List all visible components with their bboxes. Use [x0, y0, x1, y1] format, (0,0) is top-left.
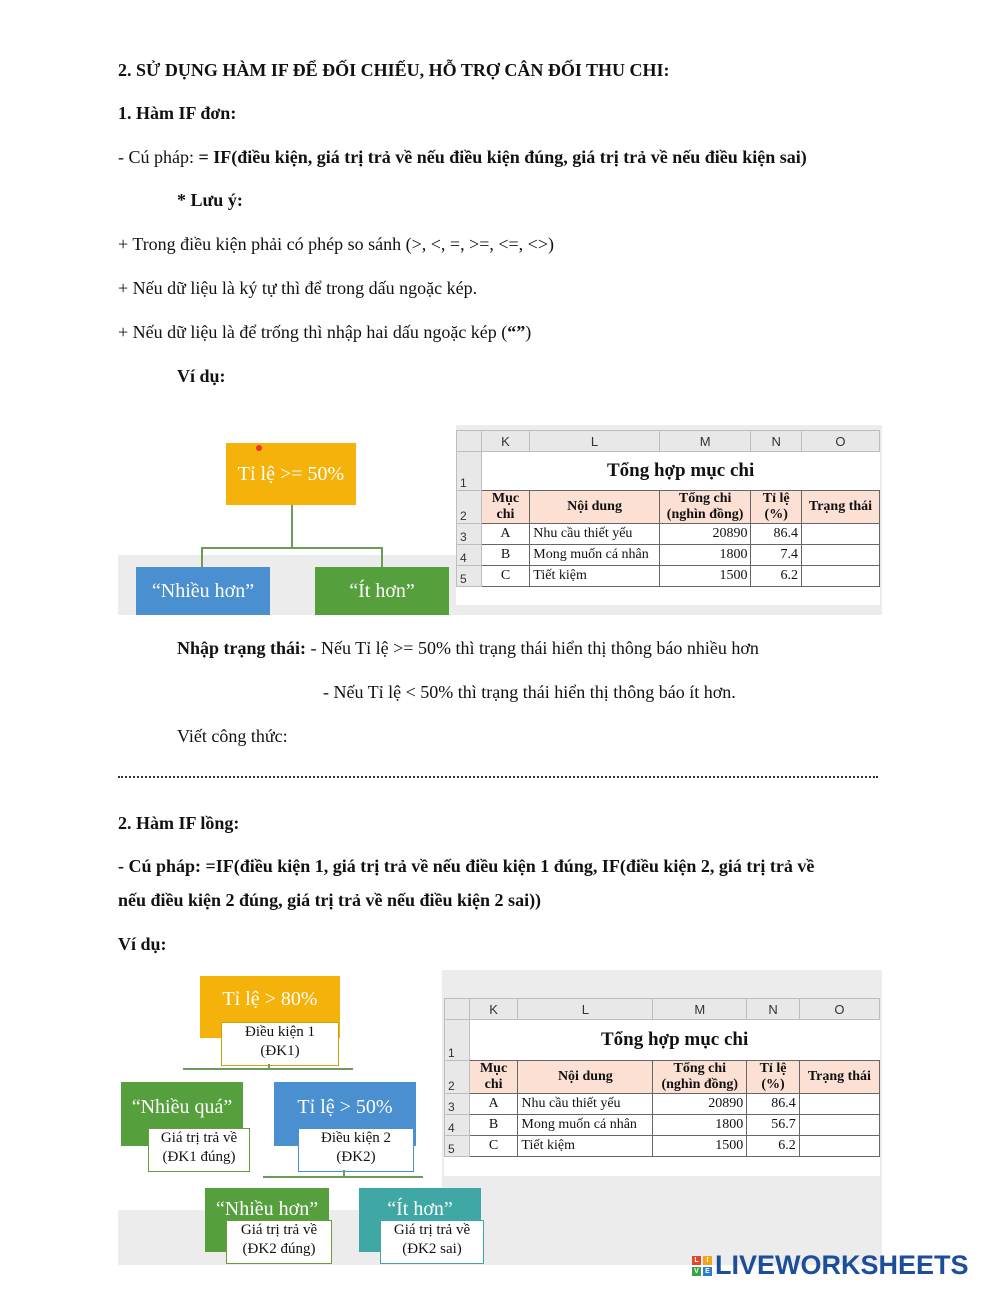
logo-badge-letter: V	[692, 1267, 701, 1276]
table-header-row	[445, 1061, 880, 1094]
table-header-row	[457, 491, 880, 524]
title-row	[445, 1020, 880, 1061]
section2-syntax-line2: nếu điều kiện 2 đúng, giá trị trả về nếu điều kiện 2 sai))	[118, 890, 542, 910]
header-cell[interactable]: Trạng thái	[801, 491, 879, 524]
section2-syntax-line1: - Cú pháp: =IF(điều kiện 1, giá trị trả về nếu điều kiện 1 đúng, IF(điều kiện 2, giá trị trả về	[118, 856, 815, 876]
title-row	[457, 452, 880, 491]
row-number: 3	[445, 1094, 470, 1115]
note-line: Giá trị trả về	[393, 1222, 471, 1238]
cell[interactable]: 1500	[653, 1136, 747, 1157]
table-row	[445, 1136, 880, 1157]
cell[interactable]: 7.4	[751, 545, 801, 566]
condition2-box: Tỉ lệ > 50%	[274, 1082, 416, 1146]
cursor-dot	[256, 445, 262, 451]
note-title: * Lưu ý:	[177, 190, 243, 210]
header-cell[interactable]: Trạng thái	[799, 1061, 879, 1094]
input-rule-1: - Nếu Tỉ lệ >= 50% thì trạng thái hiển thị thông báo nhiều hơn	[306, 638, 759, 658]
header-cell[interactable]: Mục chi	[481, 491, 530, 524]
connector	[201, 547, 383, 549]
cell[interactable]: 86.4	[751, 524, 801, 545]
formula-label: Viết công thức:	[177, 726, 288, 746]
cell[interactable]: B	[481, 545, 530, 566]
logo-text: LIVEWORKSHEETS	[715, 1250, 969, 1280]
cell[interactable]: A	[469, 1094, 518, 1115]
row-number: 1	[457, 452, 482, 491]
syntax-prefix: - Cú pháp:	[118, 147, 199, 167]
section1-title: 1. Hàm IF đơn:	[118, 103, 237, 123]
header-cell[interactable]: Nội dung	[530, 491, 660, 524]
cell[interactable]: A	[481, 524, 530, 545]
example1-image	[118, 425, 882, 615]
header-cell[interactable]: Mục chi	[469, 1061, 518, 1094]
cell[interactable]: 6.2	[747, 1136, 800, 1157]
connector	[183, 1068, 353, 1070]
syntax-formula: = IF(điều kiện, giá trị trả về nếu điều kiện đúng, giá trị trả về nếu điều kiện sai)	[198, 147, 807, 167]
spreadsheet	[444, 998, 880, 1176]
note-text-end: )	[525, 322, 532, 342]
header-cell[interactable]: Tỉ lệ (%)	[751, 491, 801, 524]
note-line: Điều kiện 1	[245, 1024, 315, 1040]
result-more-note	[226, 1220, 332, 1264]
status-cell[interactable]	[801, 566, 879, 587]
condition2-note	[298, 1128, 414, 1172]
row-number: 5	[445, 1136, 470, 1157]
note-line: (ĐK2 sai)	[402, 1241, 462, 1257]
header-cell[interactable]: Tổng chi (nghìn đồng)	[653, 1061, 747, 1094]
result-more-box: “Nhiều hơn”	[205, 1188, 329, 1252]
cell[interactable]: 20890	[653, 1094, 747, 1115]
status-cell[interactable]	[799, 1115, 879, 1136]
condition1-box: Tỉ lệ > 80%	[200, 976, 340, 1038]
table-row	[457, 545, 880, 566]
connector	[263, 1176, 423, 1178]
status-cell[interactable]	[799, 1136, 879, 1157]
logo-badge-letter: L	[692, 1256, 701, 1265]
logo-badge-letter: I	[703, 1256, 712, 1265]
answer-blank-line[interactable]	[118, 772, 878, 778]
status-cell[interactable]	[799, 1094, 879, 1115]
cell[interactable]: 1800	[659, 545, 751, 566]
col-header[interactable]: L	[530, 431, 660, 452]
cell[interactable]: Mong muốn cá nhân	[518, 1115, 653, 1136]
result-less-box: “Ít hơn”	[359, 1188, 481, 1252]
row-number: 1	[445, 1020, 470, 1061]
status-cell[interactable]	[801, 524, 879, 545]
page-heading: 2. SỬ DỤNG HÀM IF ĐỂ ĐỐI CHIẾU, HỖ TRỢ CÂN ĐỐI THU CHI:	[118, 60, 670, 80]
row-number: 4	[445, 1115, 470, 1136]
col-header[interactable]: N	[747, 999, 800, 1020]
cell[interactable]: 1800	[653, 1115, 747, 1136]
logo-badge-letter: E	[703, 1267, 712, 1276]
row-number: 2	[457, 491, 482, 524]
cell[interactable]: B	[469, 1115, 518, 1136]
table-row	[445, 1094, 880, 1115]
connector	[201, 547, 203, 567]
input-label: Nhập trạng thái:	[177, 638, 307, 658]
cell[interactable]: Tiết kiệm	[518, 1136, 653, 1157]
row-number: 5	[457, 566, 482, 587]
note-line: Giá trị trả về	[240, 1222, 318, 1238]
cell[interactable]: 56.7	[747, 1115, 800, 1136]
row-number: 2	[445, 1061, 470, 1094]
result-many-box: “Nhiều quá”	[121, 1082, 243, 1146]
col-header[interactable]: N	[751, 431, 801, 452]
header-cell[interactable]: Nội dung	[518, 1061, 653, 1094]
liveworksheets-logo	[692, 1250, 969, 1281]
example2-image	[118, 970, 882, 1265]
header-cell[interactable]: Tỉ lệ (%)	[747, 1061, 800, 1094]
section1-syntax	[118, 147, 807, 168]
cell[interactable]: 6.2	[751, 566, 801, 587]
section2-title: 2. Hàm IF lồng:	[118, 813, 240, 833]
cell[interactable]: Nhu cầu thiết yếu	[518, 1094, 653, 1115]
result-false-box: “Ít hơn”	[315, 567, 449, 615]
result-true-box: “Nhiều hơn”	[136, 567, 270, 615]
condition1-note	[221, 1022, 339, 1066]
note-text: + Nếu dữ liệu là để trống thì nhập hai dấu ngoặc kép (	[118, 322, 508, 342]
note-line: (ĐK1 đúng)	[162, 1149, 236, 1165]
note-line: (ĐK2 đúng)	[242, 1241, 316, 1257]
example-label: Ví dụ:	[177, 366, 226, 386]
header-cell[interactable]: Tổng chi (nghìn đồng)	[659, 491, 751, 524]
status-cell[interactable]	[801, 545, 879, 566]
cell[interactable]: Mong muốn cá nhân	[530, 545, 660, 566]
result-less-note	[380, 1220, 484, 1264]
sheet-title[interactable]: Tổng hợp mục chi	[601, 1029, 749, 1050]
cell[interactable]: Nhu cầu thiết yếu	[530, 524, 660, 545]
column-header-row	[457, 431, 880, 452]
col-header[interactable]: O	[801, 431, 879, 452]
spreadsheet	[456, 430, 880, 605]
col-header[interactable]: M	[659, 431, 751, 452]
col-header[interactable]: L	[518, 999, 653, 1020]
col-header[interactable]: M	[653, 999, 747, 1020]
col-header[interactable]: K	[481, 431, 530, 452]
table-row	[457, 566, 880, 587]
logo-icon	[692, 1256, 712, 1276]
note-line: (ĐK2)	[336, 1149, 376, 1165]
column-header-row	[445, 999, 880, 1020]
table-row	[457, 524, 880, 545]
example2-label: Ví dụ:	[118, 934, 167, 954]
cell[interactable]: C	[481, 566, 530, 587]
note-line: Điều kiện 2	[321, 1130, 391, 1146]
input-instruction	[177, 638, 759, 659]
col-header[interactable]: O	[799, 999, 879, 1020]
cell[interactable]: 1500	[659, 566, 751, 587]
table-row	[445, 1115, 880, 1136]
row-number: 4	[457, 545, 482, 566]
col-header[interactable]: K	[469, 999, 518, 1020]
connector	[381, 547, 383, 567]
connector	[291, 505, 293, 549]
note-item	[118, 322, 531, 343]
cell[interactable]: C	[469, 1136, 518, 1157]
cell[interactable]: 86.4	[747, 1094, 800, 1115]
sheet-title[interactable]: Tổng hợp mục chi	[606, 460, 755, 481]
note-line: (ĐK1)	[260, 1043, 300, 1059]
input-rule-2: - Nếu Tỉ lệ < 50% thì trạng thái hiển thị thông báo ít hơn.	[323, 682, 736, 702]
cell[interactable]: Tiết kiệm	[530, 566, 660, 587]
note-item: + Nếu dữ liệu là ký tự thì để trong dấu ngoặc kép.	[118, 278, 478, 298]
note-item: + Trong điều kiện phải có phép so sánh (>, <, =, >=, <=, <>)	[118, 234, 554, 254]
row-number: 3	[457, 524, 482, 545]
cell[interactable]: 20890	[659, 524, 751, 545]
note-line: Giá trị trả về	[160, 1130, 238, 1146]
result-many-note	[148, 1128, 250, 1172]
condition-box: Tỉ lệ >= 50%	[226, 443, 356, 505]
quote-marks: “”	[507, 322, 526, 342]
